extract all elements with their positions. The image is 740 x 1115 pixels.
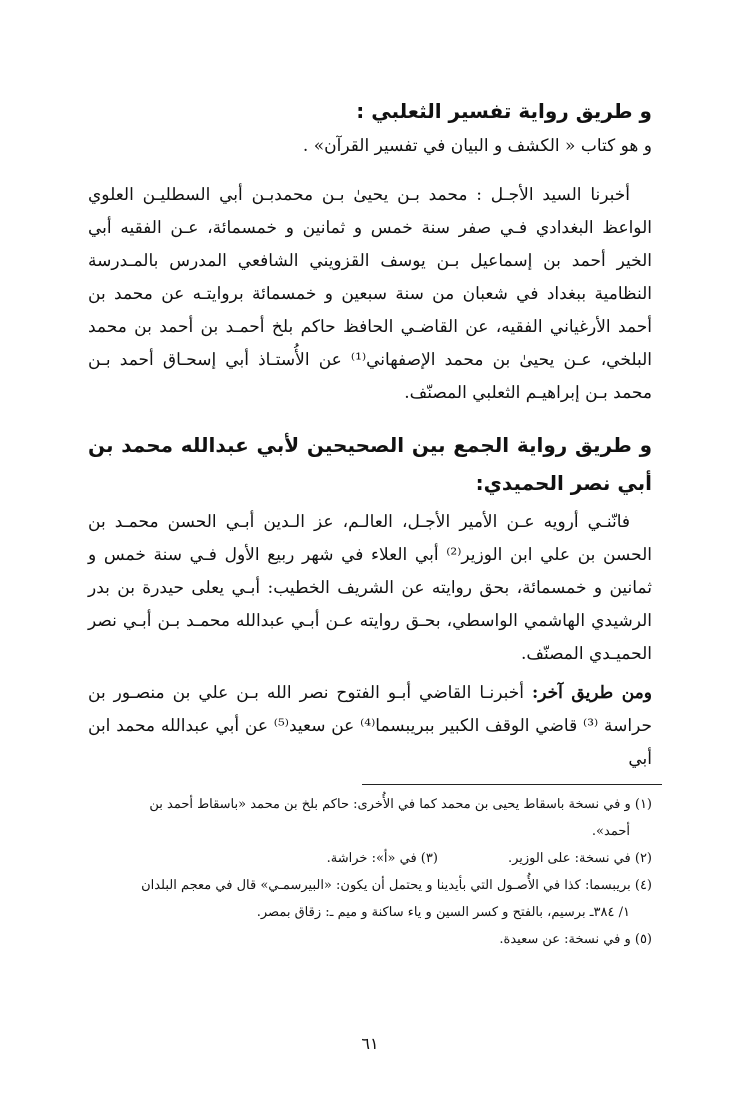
chain-paragraph-thalabi: أخبرنا السيد الأجـل : محمد بـن يحيىٰ بـن محمدبـن أبي السطليـن العلوي الواعظ البغدادي فـي صفر سنة خمس و ثمانين و خمسمائة، عـن الفقيه أبي الخير أحمد بن إسماعيل بـن يوسف القزويني الشافعي المدرس بالمـدرسة النظامية ببغداد في شعبان من سنة سبعين و خمسمائة بروايتـه عن محمد بن أحمد الأرغياني الفقيه، عن القاضـي الحافظ حاكم بلخ أحمـد بن أحمد بن محمد البلخي، عـن يحيىٰ بن محمد الإصفهاني⁽¹⁾ عن الأُستـاذ أبي إسحـاق أحمد بـن محمد بـن إبراهيـم الثعلبي المصنّف. (88, 185, 652, 403)
section-heading-thalabi: و طريق رواية تفسير الثعلبي : (356, 99, 652, 123)
spacer (88, 410, 652, 426)
footnotes (88, 791, 652, 953)
footnote-1: (١) و في نسخة باسقاط يحيى بن محمد كما في الأُخرى: حاكم بلخ بن محمد «باسقاط أحمد بن (149, 797, 652, 812)
footnote-4: (٤) بريبسما: كذا في الأُصـول التي بأيدينا و يحتمل أن يكون: «البيرسمـي» قال في معجم البلدان (141, 878, 652, 893)
footnote-3: (٣) في «أ»: خراشة. (326, 851, 438, 866)
main-text (88, 92, 652, 776)
alternate-chain-paragraph (88, 677, 652, 776)
chain-paragraph-humaydi: فانّنـي أرويه عـن الأمير الأجـل، العالـم، عز الـدين أبـي الحسن محمـد بن الحسن بن علي ابن الوزير⁽²⁾ أبي العلاء في شهر ربيع الأول فـي سنة خمس و ثمانين و خمسمائة، بحق روايته عن الشريف الخطيب: أبـي يعلى حيدرة بن بدر الرشيدي الهاشمي الواسطي، بحـق روايته عـن أبـي عبدالله محمـد بـن أبـي نصر الحميـدي المصنّف. (88, 512, 652, 664)
footnote-4-continued: ١/ ٣٨٤ـ برسيم، بالفتح و كسر السين و ياء ساكنة و ميم ـ: زقاق بمصر. (256, 905, 630, 920)
footnote-2: (٢) في نسخة: على الوزير. (507, 851, 652, 866)
page-number: ٦١ (361, 1034, 379, 1053)
spacer (88, 163, 652, 179)
footnote-row-2-3 (88, 845, 652, 872)
alternate-chain-text: أخبرنـا القاضي أبـو الفتوح نصر الله بـن علي بن منصـور بن حراسة ⁽³⁾ قاضي الوقف الكبير ببريبسما⁽⁴⁾ عن سعيد⁽⁵⁾ عن أبي عبدالله محمد ابن أبي (88, 683, 652, 769)
section-heading-humaydi: و طريق رواية الجمع بين الصحيحين لأبي عبدالله محمد بن أبي نصر الحميدي: (88, 433, 652, 495)
book-title-line: و هو كتاب « الكشف و البيان في تفسير القرآن» . (302, 136, 652, 156)
footnote-1-continued: أحمد». (591, 824, 630, 839)
footnote-divider (362, 784, 662, 785)
footnote-5: (٥) و في نسخة: عن سعيدة. (499, 932, 652, 947)
alternate-chain-heading: ومن طريق آخر: (531, 683, 652, 703)
